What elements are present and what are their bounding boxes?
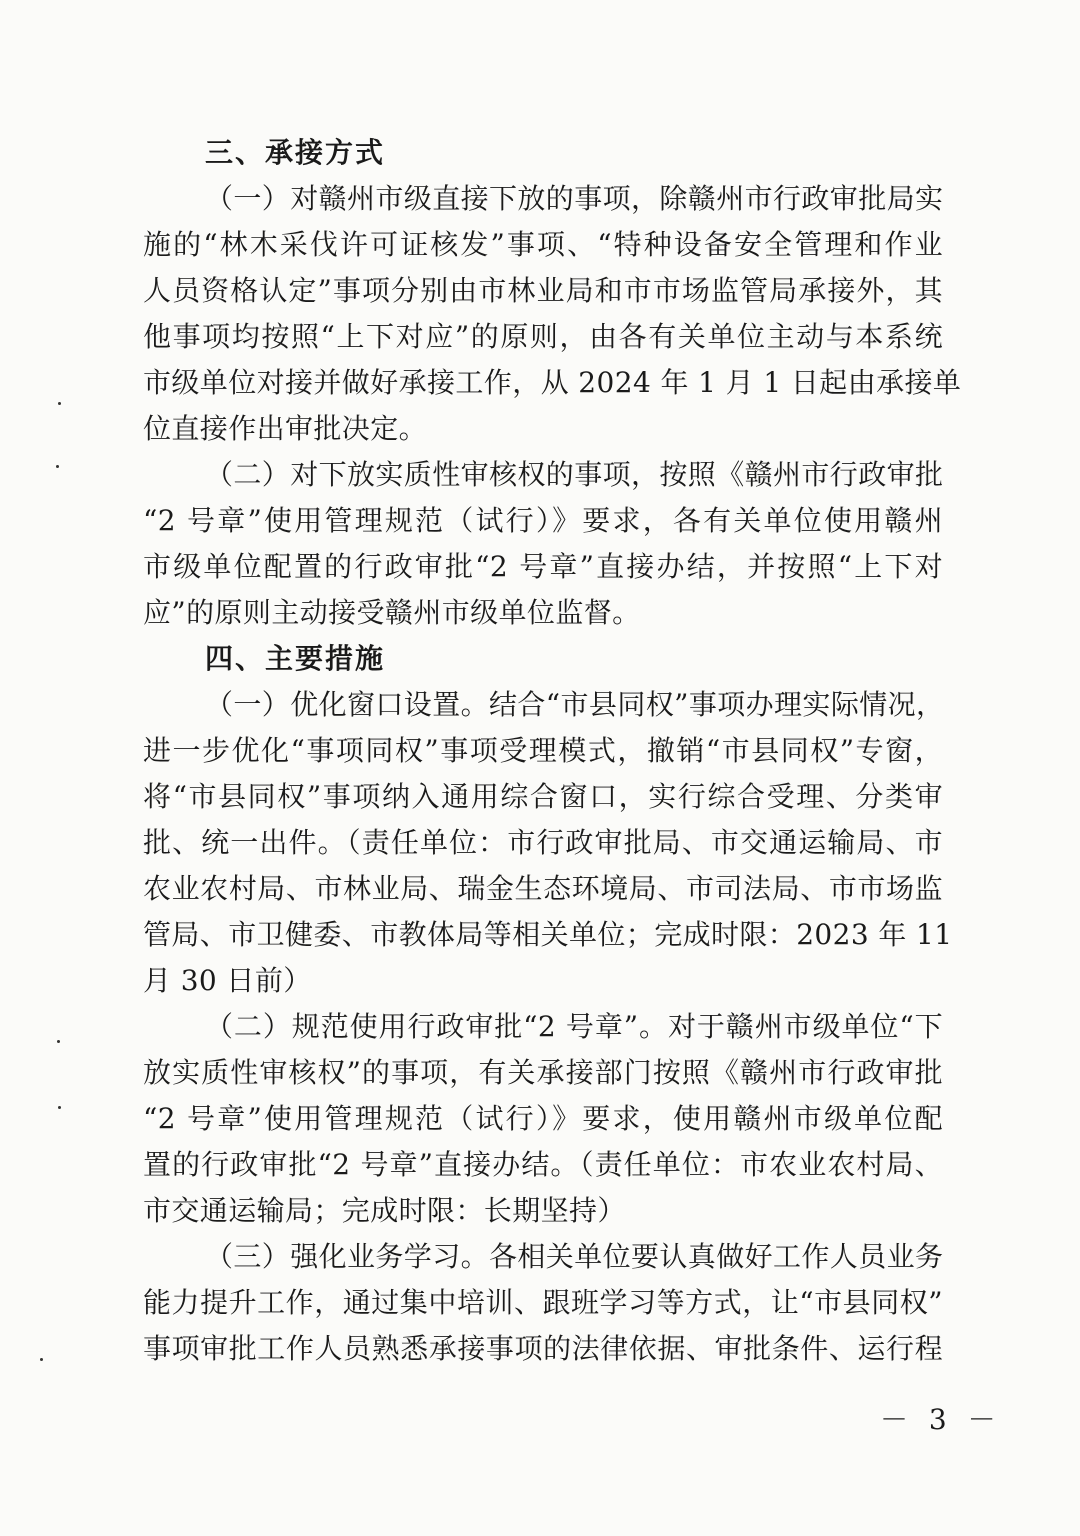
paragraph-line: 人员资格认定”事项分别由市林业局和市市场监管局承接外，其: [143, 274, 943, 307]
section-heading-3: 三、承接方式: [205, 136, 386, 169]
paragraph-line: 农业农村局、市林业局、瑞金生态环境局、市司法局、市市场监: [143, 872, 943, 905]
paragraph-line: 事项审批工作人员熟悉承接事项的法律依据、审批条件、运行程: [143, 1332, 943, 1365]
paragraph-line: 置的行政审批“2 号章”直接办结。（责任单位：市农业农村局、: [143, 1148, 943, 1181]
paragraph-line: 施的“林木采伐许可证核发”事项、“特种设备安全管理和作业: [143, 228, 943, 261]
paragraph-line: 将“市县同权”事项纳入通用综合窗口，实行综合受理、分类审: [143, 780, 943, 813]
paragraph-line: 批、统一出件。（责任单位：市行政审批局、市交通运输局、市: [143, 826, 943, 859]
scan-speck: [58, 402, 61, 405]
scan-speck: [40, 1358, 43, 1361]
paragraph-line: 市级单位对接并做好承接工作，从 2024 年 1 月 1 日起由承接单: [143, 366, 962, 399]
paragraph-line: （二）对下放实质性审核权的事项，按照《赣州市行政审批: [205, 458, 944, 491]
paragraph-line: （三）强化业务学习。各相关单位要认真做好工作人员业务: [205, 1240, 944, 1273]
paragraph-line: 市级单位配置的行政审批“2 号章”直接办结，并按照“上下对: [143, 550, 943, 583]
scan-speck: [57, 1040, 60, 1043]
page-number: － 3 －: [880, 1403, 1002, 1436]
paragraph-line: （一）优化窗口设置。结合“市县同权”事项办理实际情况，: [205, 688, 945, 721]
paragraph-line: 能力提升工作，通过集中培训、跟班学习等方式，让“市县同权”: [143, 1286, 943, 1319]
paragraph-line: 月 30 日前）: [143, 964, 312, 997]
paragraph-line: 放实质性审核权”的事项，有关承接部门按照《赣州市行政审批: [143, 1056, 943, 1089]
paragraph-line: 应”的原则主动接受赣州市级单位监督。: [143, 596, 641, 629]
paragraph-line: （二）规范使用行政审批“2 号章”。对于赣州市级单位“下: [205, 1010, 943, 1043]
paragraph-line: 位直接作出审批决定。: [143, 412, 428, 445]
scan-speck: [56, 465, 59, 468]
paragraph-line: 市交通运输局；完成时限：长期坚持）: [143, 1194, 626, 1227]
paragraph-line: 他事项均按照“上下对应”的原则，由各有关单位主动与本系统: [143, 320, 943, 353]
section-heading-4: 四、主要措施: [205, 642, 386, 675]
paragraph-line: “2 号章”使用管理规范（试行）》要求，使用赣州市级单位配: [143, 1102, 943, 1135]
paragraph-line: （一）对赣州市级直接下放的事项，除赣州市行政审批局实: [205, 182, 944, 215]
paragraph-line: 进一步优化“事项同权”事项受理模式，撤销“市县同权”专窗，: [143, 734, 943, 767]
paragraph-line: 管局、市卫健委、市教体局等相关单位；完成时限：2023 年 11: [143, 918, 953, 951]
scan-speck: [58, 1106, 61, 1109]
paragraph-line: “2 号章”使用管理规范（试行）》要求，各有关单位使用赣州: [143, 504, 943, 537]
